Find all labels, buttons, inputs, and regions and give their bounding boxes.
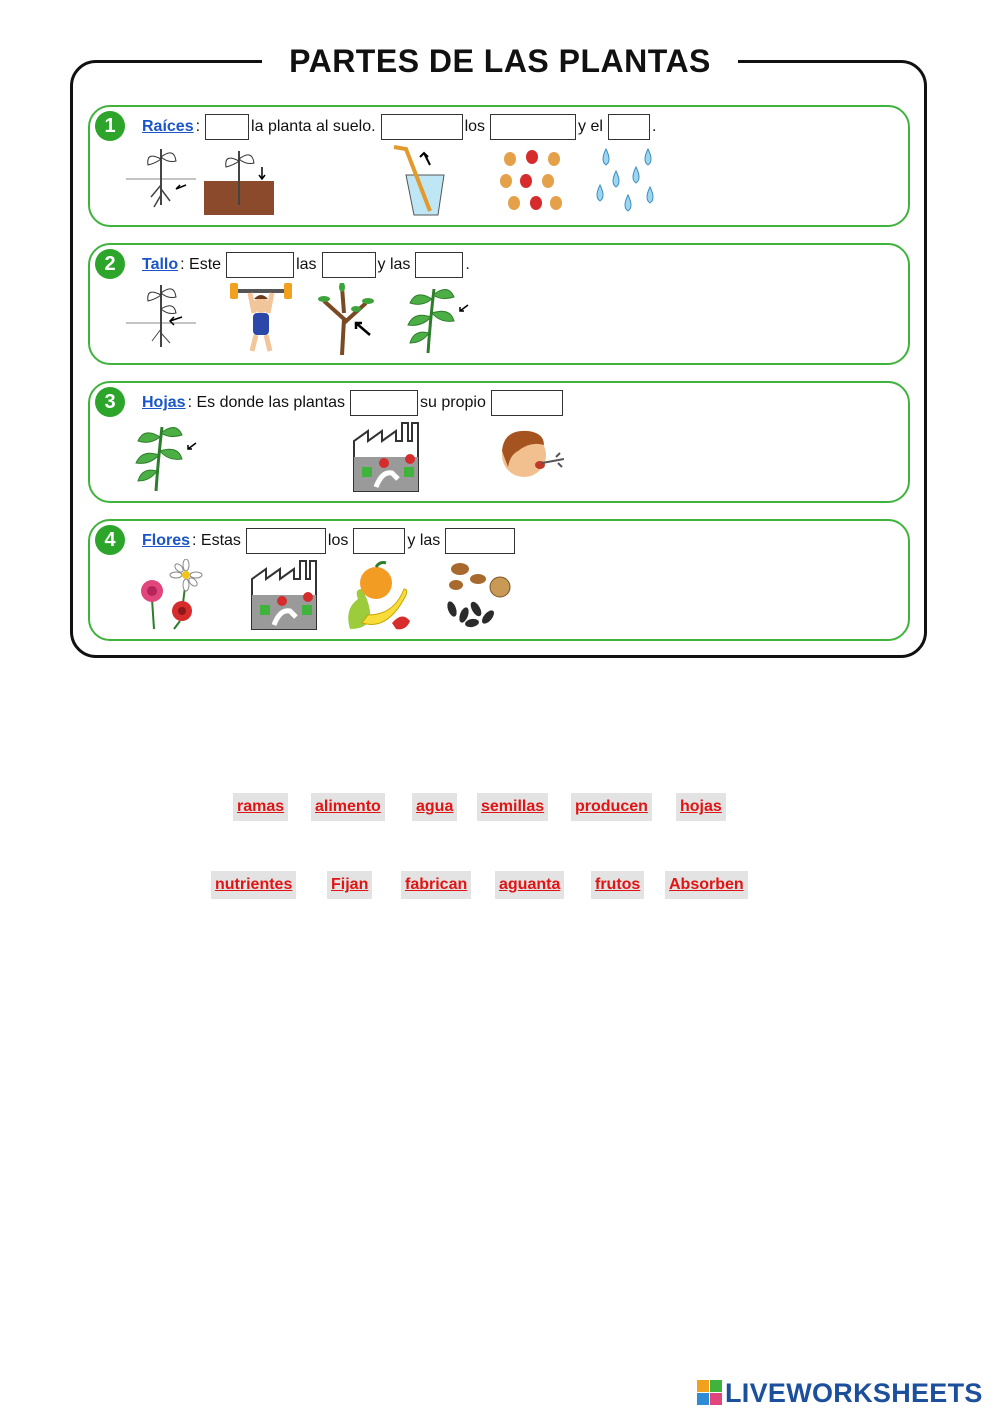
sentence-text: su propio [420,394,486,411]
nutrients-icon [496,145,566,217]
sentence-text: : Estas [192,532,241,549]
flowers-icon [134,559,204,631]
answer-blank[interactable] [350,390,418,416]
factory-icon [352,421,422,493]
word-chip[interactable]: Fijan [327,871,372,899]
answer-blank[interactable] [381,114,463,140]
section-number: 4 [95,525,125,555]
word-chip[interactable]: fabrican [401,871,471,899]
word-chip[interactable]: alimento [311,793,385,821]
answer-blank[interactable] [322,252,376,278]
sentence-line [142,527,517,555]
section-number: 1 [95,111,125,141]
eating-person-icon [494,421,564,493]
word-chip[interactable]: agua [412,793,457,821]
word-chip[interactable]: semillas [477,793,548,821]
section-number: 2 [95,249,125,279]
sentence-text: : Este [180,256,222,273]
section-flowers [88,519,910,641]
word-chip[interactable]: producen [571,793,652,821]
plant-roots-icon [126,145,196,217]
leaf-icon [130,421,200,493]
sentence-line [142,251,472,279]
fruits-icon [344,559,414,631]
logo-mark-icon [697,1380,723,1406]
section-roots [88,105,910,227]
title-wrap [262,38,738,84]
seeds-icon [442,559,512,631]
sentence-line [142,113,658,141]
glass-straw-icon [384,145,454,217]
sentence-text: la planta al suelo. [251,118,376,135]
sentence-text: . [465,256,470,273]
word-chip[interactable]: hojas [676,793,726,821]
section-stem [88,243,910,365]
keyword-link[interactable]: Tallo [142,256,179,273]
sentence-text: los [327,532,349,549]
answer-blank[interactable] [353,528,405,554]
answer-blank[interactable] [246,528,326,554]
water-drops-icon [592,145,662,217]
sentence-text: : Es donde las plantas [187,394,346,411]
sentence-text: : [195,118,201,135]
weightlifter-icon [226,283,296,355]
leafy-stem-icon [402,283,472,355]
logo-text: LIVEWORKSHEETS [725,1377,983,1408]
word-chip[interactable]: Absorben [665,871,748,899]
keyword-link[interactable]: Raíces [142,118,194,135]
soil-plant-icon [204,145,274,217]
sentence-text: los [464,118,486,135]
answer-blank[interactable] [415,252,463,278]
answer-blank[interactable] [490,114,576,140]
word-chip[interactable]: nutrientes [211,871,296,899]
word-chip[interactable]: frutos [591,871,644,899]
branch-icon [312,283,382,355]
keyword-link[interactable]: Flores [142,532,191,549]
section-leaves [88,381,910,503]
sentence-line [142,389,565,417]
sentence-text: y las [377,256,411,273]
sentence-text: . [651,118,657,135]
stem-icon [126,283,196,355]
answer-blank[interactable] [205,114,249,140]
keyword-link[interactable]: Hojas [142,394,186,411]
factory-icon [250,559,320,631]
sentence-text: y el [578,118,603,135]
liveworksheets-logo[interactable] [697,1376,983,1410]
page-title: PARTES DE LAS PLANTAS [289,43,711,79]
answer-blank[interactable] [445,528,515,554]
answer-blank[interactable] [608,114,650,140]
section-number: 3 [95,387,125,417]
sentence-text: las [296,256,317,273]
answer-blank[interactable] [226,252,294,278]
word-chip[interactable]: ramas [233,793,288,821]
answer-blank[interactable] [491,390,563,416]
sentence-text: y las [407,532,441,549]
word-chip[interactable]: aguanta [495,871,564,899]
